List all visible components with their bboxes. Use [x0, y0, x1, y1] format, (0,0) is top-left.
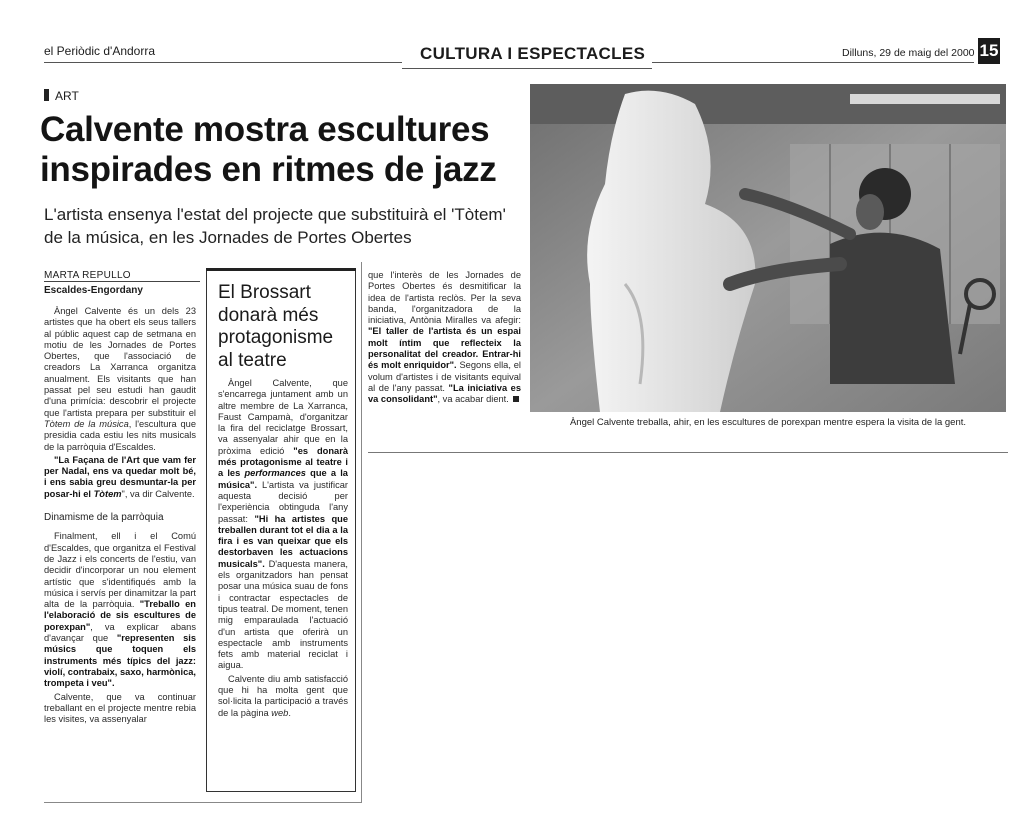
paragraph — [44, 455, 196, 500]
photo-caption: Àngel Calvente treballa, ahir, en les escultures de porexpan mentre espera la visita de la gent. — [569, 417, 967, 428]
quote: "Hi ha artistes que treballen durant tot el dia a la fira i es van queixar que els destorbaven les actuacions musicals". — [218, 513, 348, 569]
text: D'aquesta manera, els organitzadors han pensat posar una música suau de fons i contractar espectacles de tipus teatral. De moment, tenen mig emparaulada l'actuació d'un artista que oferirà un espectacle amb instruments fets amb material reciclat i aigua. — [218, 558, 348, 671]
kicker-bar — [44, 89, 49, 101]
emphasis: Tòtem de la música — [44, 418, 129, 429]
sidebar-body — [218, 378, 348, 721]
header-rule-left — [44, 62, 402, 63]
text: que l'interès de les Jornades de Portes Obertes és desmitificar la idea de l'artista reclòs. Per la seva banda, l'organitzadora de la iniciativa, Antònia Miralles va afegir: — [368, 270, 521, 326]
quote: "La iniciativa es va consolidant" — [368, 382, 521, 405]
text: L'artista va justificar aquesta decisió per l'experiència obtinguda l'any passat: — [218, 479, 348, 524]
sidebar-top-rule — [206, 268, 356, 271]
publication-name: el Periòdic d'Andorra — [44, 44, 156, 58]
text: Calvente, que va continuar treballant en el projecte mentre rebia les visites, va assenyalar — [44, 691, 196, 725]
quote: "representen sis músics que toquen els instruments més típics del jazz: violí, contrabaix, saxo, harmònica, trompeta i veu". — [44, 633, 196, 689]
paragraph — [218, 674, 348, 719]
end-mark-icon — [513, 396, 519, 402]
emphasis: web — [271, 707, 289, 718]
text: , l'escultura que presidia cada estiu les nits musicals de la parròquia d'Escaldes. — [44, 418, 196, 452]
article-headline: Calvente mostra escultures inspirades en ritmes de jazz — [40, 110, 497, 189]
emphasis: performances — [244, 468, 306, 479]
article-column-1 — [44, 306, 196, 727]
text: ", va dir Calvente. — [121, 488, 195, 499]
paragraph — [218, 378, 348, 672]
section-title: CULTURA I ESPECTACLES — [420, 44, 646, 63]
quote: "Treballo en l'elaboració de sis escultures de porexpan" — [44, 599, 196, 632]
text: , va acabar dient. — [437, 394, 509, 405]
text: Finalment, ell i el Comú d'Escaldes, que organitza el Festival de Jazz i els concerts de l'estiu, van decidir d'incorporar un nou element artístic que s'identifiqués amb la música i servís per dinamitzar la part alta de la parròquia. — [44, 531, 196, 610]
paragraph — [44, 531, 196, 689]
paragraph — [44, 306, 196, 453]
article-column-3 — [368, 270, 521, 408]
header-rule-right — [652, 62, 974, 63]
section-underline — [402, 68, 652, 69]
sculptor-photo-illustration — [530, 84, 1006, 412]
article-photo — [530, 84, 1006, 412]
article-subheadline: L'artista ensenya l'estat del projecte que substituirà el 'Tòtem' de la música, en les Jornades de Portes Obertes — [44, 205, 506, 247]
text: Segons ella, el volum d'artistes i de visitants equival al de l'any passat. — [368, 360, 521, 393]
byline: MARTA REPULLO — [44, 270, 131, 281]
byline-rule — [44, 281, 200, 282]
issue-date: Dilluns, 29 de maig del 2000 — [842, 47, 975, 59]
paragraph — [44, 692, 196, 726]
quote: que a la música". — [218, 468, 348, 490]
subtitle: Dinamisme de la parròquia — [44, 512, 164, 524]
kicker-label: ART — [55, 89, 79, 103]
dateline-location: Escaldes-Engordany — [44, 285, 143, 296]
page-number: 15 — [978, 38, 1000, 64]
emphasis: Tòtem — [93, 488, 122, 499]
text: , va explicar abans d'avançar que — [44, 621, 196, 644]
text: Àngel Calvente és un dels 23 artistes que ha obert els seus tallers al públic aquest cap de setmana en motiu de les Jornades de Portes Obertes, que l'associació de creadors La Xarranca organitza anualment. Els visitants que han passat pel seu estudi han gaudit d'una primícia: descobrir el projecte que l'artista prepara per substituir el — [44, 306, 196, 418]
article-kicker — [44, 89, 79, 103]
quote: "es donarà més protagonisme al teatre i a les — [218, 445, 348, 479]
photo-bottom-rule — [368, 452, 1008, 453]
sidebar-title: El Brossart donarà més protagonisme al teatre — [218, 282, 334, 371]
quote: "La Façana de l'Art que vam fer per Nadal, ens va quedar molt bé, i ens sabia greu desmuntar-la per posar-hi el — [44, 454, 196, 499]
column-divider — [361, 262, 362, 802]
text: Àngel Calvente, que s'encarrega juntament amb un altre membre de La Xarranca, Faust Campamà, d'organitzar la fira del reciclatge Brossart, va assenyalar ahir que en la pròxima edició — [218, 378, 348, 456]
bottom-rule — [44, 802, 362, 803]
text: Calvente diu amb satisfacció que hi ha molta gent que sol·licita la participació a través de la pàgina — [218, 673, 348, 718]
paragraph — [368, 270, 521, 406]
quote: "El taller de l'artista és un espai molt íntim que reflecteix la personalitat del creador. Entrar-hi és molt enriquidor". — [368, 326, 521, 371]
text: . — [288, 707, 291, 718]
